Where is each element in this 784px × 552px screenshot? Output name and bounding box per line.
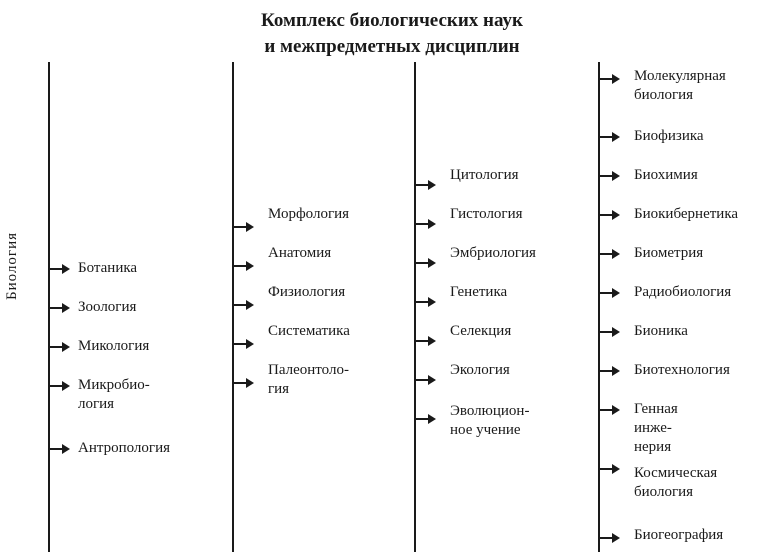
arrow-icon xyxy=(600,409,614,411)
col2-label: Палеонтоло- гия xyxy=(268,362,349,397)
arrow-icon xyxy=(600,253,614,255)
col1-label: Зоология xyxy=(78,299,137,315)
col3-label: Гистология xyxy=(450,206,523,222)
col4-label: Бионика xyxy=(634,323,688,339)
arrow-icon xyxy=(416,301,430,303)
arrow-icon xyxy=(416,379,430,381)
title-line-2: и межпредметных дисциплин xyxy=(264,36,520,57)
arrow-icon xyxy=(416,184,430,186)
col4-label: Генная инже- нерия xyxy=(634,401,678,455)
arrow-icon xyxy=(600,370,614,372)
arrow-icon xyxy=(600,175,614,177)
col4-label: Биохимия xyxy=(634,167,698,183)
arrow-icon xyxy=(234,265,248,267)
col4-label: Биотехнология xyxy=(634,362,730,378)
arrow-icon xyxy=(600,468,614,470)
arrow-icon xyxy=(234,226,248,228)
arrow-icon xyxy=(600,78,614,80)
biology-vertical-label: Биология xyxy=(4,231,20,300)
arrow-icon xyxy=(600,214,614,216)
col2-label: Морфология xyxy=(268,206,350,222)
col3-label: Селекция xyxy=(450,323,512,339)
arrow-icon xyxy=(600,537,614,539)
arrow-icon xyxy=(416,223,430,225)
col1-label: Ботаника xyxy=(78,260,138,276)
col1-label: Микология xyxy=(78,338,150,354)
col3-label: Экология xyxy=(450,362,510,378)
col4-label: Молекулярная биология xyxy=(634,68,726,103)
arrow-icon xyxy=(600,331,614,333)
arrow-icon xyxy=(416,340,430,342)
col3-label: Генетика xyxy=(450,284,508,300)
arrow-icon xyxy=(234,382,248,384)
arrow-icon xyxy=(50,268,64,270)
col4-label: Радиобиология xyxy=(634,284,732,300)
col4-label: Космическая биология xyxy=(634,465,718,500)
col4-label: Биометрия xyxy=(634,245,704,261)
col4-label: Биокибернетика xyxy=(634,206,739,222)
col2-label: Анатомия xyxy=(268,245,332,261)
arrow-icon xyxy=(416,262,430,264)
arrow-icon xyxy=(50,385,64,387)
col4-label: Биогеография xyxy=(634,527,724,543)
vertical-line-2 xyxy=(232,62,234,552)
arrow-icon xyxy=(600,292,614,294)
arrow-icon xyxy=(50,307,64,309)
arrow-icon xyxy=(416,418,430,420)
vertical-line-3 xyxy=(414,62,416,552)
col4-label: Биофизика xyxy=(634,128,704,144)
arrow-icon xyxy=(50,346,64,348)
col2-label: Физиология xyxy=(268,284,346,300)
diagram-title xyxy=(200,8,584,60)
col3-label: Цитология xyxy=(450,167,519,183)
col1-label: Антропология xyxy=(78,440,170,456)
arrow-icon xyxy=(600,136,614,138)
col3-label: Эволюцион- ное учение xyxy=(450,403,530,438)
col1-label: Микробио- логия xyxy=(78,377,150,412)
arrow-icon xyxy=(234,304,248,306)
arrow-icon xyxy=(234,343,248,345)
arrow-icon xyxy=(50,448,64,450)
title-line-1: Комплекс биологических наук xyxy=(261,10,523,31)
col2-label: Систематика xyxy=(268,323,350,339)
col3-label: Эмбриология xyxy=(450,245,536,261)
